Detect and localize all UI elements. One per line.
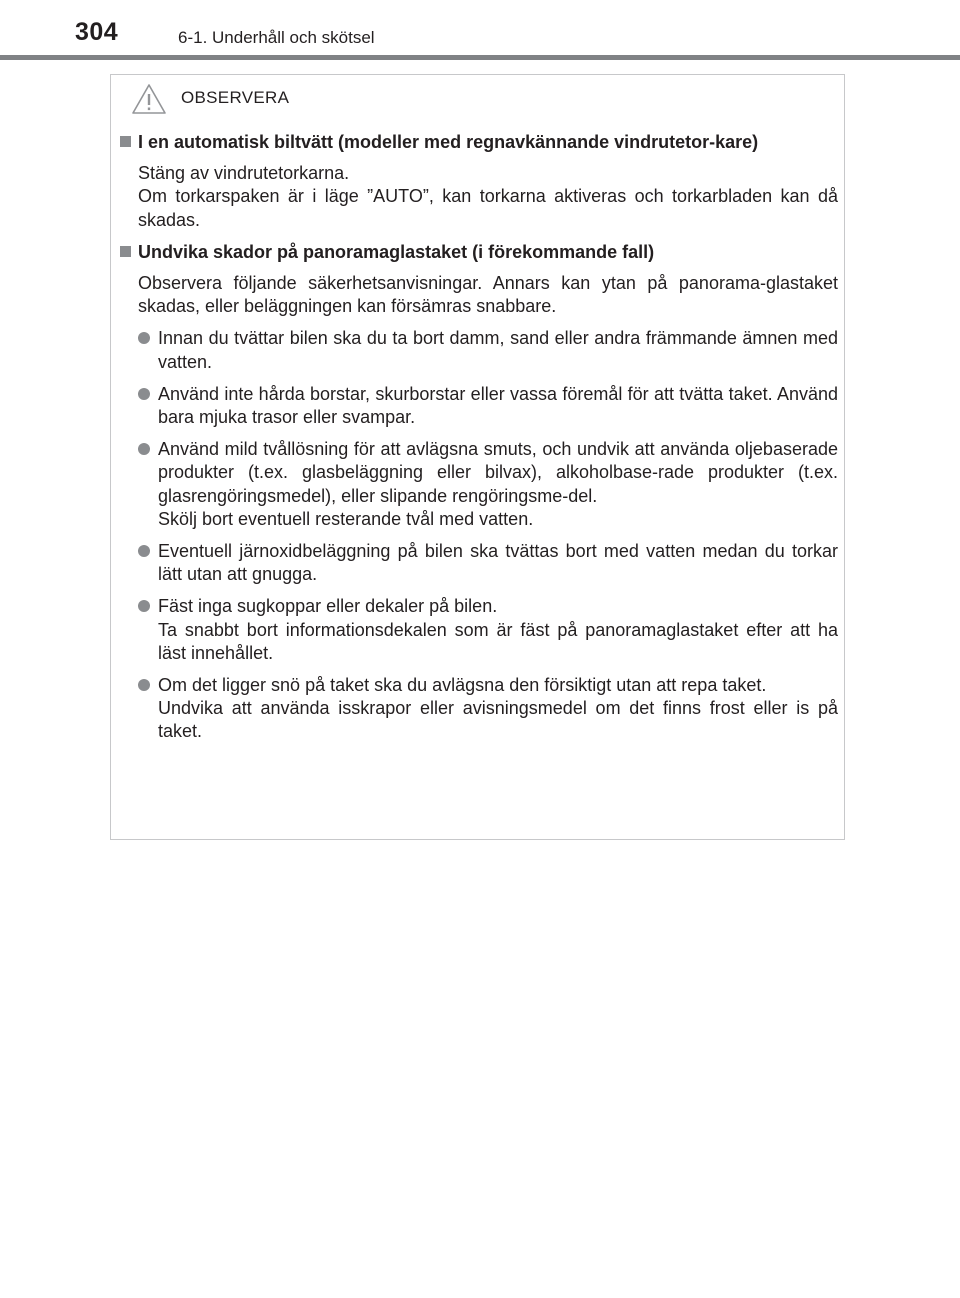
round-bullet-icon [138, 545, 150, 557]
paragraph-line: Observera följande säkerhetsanvisningar. Annars kan ytan på panorama-glastaket skadas, eller beläggningen kan försämras snabbare. [138, 273, 838, 317]
round-bullet-icon [138, 388, 150, 400]
bullet-item [120, 540, 838, 586]
bullet-text: Fäst inga sugkoppar eller dekaler på bilen. [158, 596, 498, 617]
bullet-text: Eventuell järnoxidbeläggning på bilen ska tvättas bort med vatten medan du torkar lätt utan att gnugga. [158, 541, 838, 585]
bullet-extra-text: Skölj bort eventuell resterande tvål med vatten. [158, 508, 534, 529]
bullet-item [120, 595, 838, 665]
bullet-extra-text: Ta snabbt bort informationsdekalen som är fäst på panoramaglastaket efter att ha läst innehållet. [158, 619, 838, 663]
notice-label: OBSERVERA [181, 88, 290, 107]
header-rule [0, 55, 960, 60]
paragraph [138, 162, 838, 232]
bullet-text: Innan du tvättar bilen ska du ta bort damm, sand eller andra främmande ämnen med vatten. [158, 328, 838, 372]
square-bullet-icon [120, 136, 131, 147]
subheading-panorama-roof [120, 241, 838, 264]
notice-box [110, 74, 845, 840]
section-title: 6-1. Underhåll och skötsel [178, 28, 375, 47]
subheading-car-wash [120, 131, 838, 154]
bullet-item [120, 674, 838, 744]
bullet-extra-text: Undvika att använda isskrapor eller avisningsmedel om det finns frost eller is på taket. [158, 698, 838, 742]
square-bullet-icon [120, 246, 131, 257]
subheading-text: I en automatisk biltvätt (modeller med regnavkännande vindrutetor-kare) [138, 132, 759, 152]
bullet-text: Använd inte hårda borstar, skurborstar eller vassa föremål för att tvätta taket. Använd bara mjuka trasor eller svampar. [158, 383, 838, 428]
paragraph-line: Stäng av vindrutetorkarna. [138, 163, 350, 184]
round-bullet-icon [138, 332, 150, 344]
page-number: 304 [75, 18, 119, 46]
round-bullet-icon [138, 679, 150, 691]
round-bullet-icon [138, 600, 150, 612]
bullet-item [120, 327, 838, 373]
warning-triangle-icon [131, 83, 167, 115]
page-header [0, 0, 960, 60]
round-bullet-icon [138, 443, 150, 455]
bullet-item [120, 383, 838, 429]
bullet-item [120, 438, 838, 531]
paragraph-line: Om torkarspaken är i läge ”AUTO”, kan torkarna aktiveras och torkarbladen kan då skadas. [138, 186, 838, 230]
notice-content [120, 131, 838, 744]
bullet-text: Om det ligger snö på taket ska du avlägsna den försiktigt utan att repa taket. [158, 675, 767, 696]
subheading-text: Undvika skador på panoramaglastaket (i förekommande fall) [138, 241, 655, 262]
paragraph [138, 272, 838, 318]
bullet-text: Använd mild tvållösning för att avlägsna smuts, och undvik att använda oljebaserade produkter (t.ex. glasbeläggning eller bilvax), alkoholbase-rade produkter (t.ex. glasrengöringsmedel), eller slipande rengöringsme-del. [158, 439, 838, 506]
